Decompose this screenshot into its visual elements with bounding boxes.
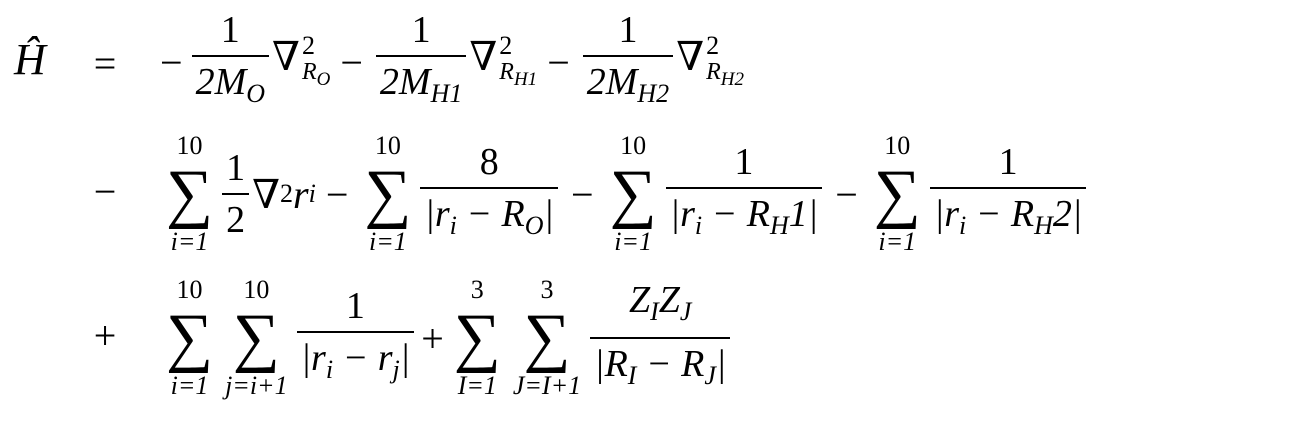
nucleus-nucleus-fraction: $\frac{Z_IZ_J}{|R_I - R_J|}$ [590,277,730,399]
summation: 10 ∑ i=1 [364,131,412,256]
summation: 10 ∑ i=1 [166,131,214,256]
kinetic-fraction-H1: $\frac{1}{2M_{H1}}$ [376,7,466,117]
plus-sign: + [421,315,444,361]
leading-minus: − [160,39,183,85]
row-2-expression [160,124,1089,264]
row-3-expression [160,268,733,408]
summation-outer-I: 3 ∑ I=1 [453,275,501,400]
minus-sign-leading: − [93,169,117,214]
electron-nucleus-O-fraction: $\frac{8}{|r_i - R_O|}$ [420,139,558,249]
kinetic-fraction-O: $\frac{1}{2M_O}$ [192,7,269,117]
laplacian-O: ∇ 2 $R_O$ [272,31,331,90]
minus-sign: − [835,171,858,217]
row-1-expression [160,0,744,124]
equals-sign: = [93,41,117,86]
electron-laplacian: ∇ 2 r i [252,171,316,217]
summation: 10 ∑ i=1 [609,131,657,256]
laplacian-H2: ∇ 2 $R_{H2}$ [676,31,745,90]
kinetic-fraction-H2: $\frac{1}{2M_{H2}}$ [583,7,673,117]
minus-sign: − [547,39,570,85]
summation-inner-J: 3 ∑ J=I+1 [512,275,582,400]
summation: 10 ∑ i=1 [873,131,921,256]
minus-sign: − [325,171,349,217]
hamiltonian-symbol: Ĥ [14,35,46,84]
plus-sign-leading: + [93,313,117,358]
half-fraction: $\frac{1}{2}$ [222,145,249,243]
electron-nucleus-H2-fraction: $\frac{1}{|r_i - R_H2|}$ [930,139,1087,249]
summation-outer-i: 10 ∑ i=1 [166,275,214,400]
electron-electron-fraction: $\frac{1}{|r_i - r_j|}$ [297,283,415,393]
minus-sign: − [571,171,594,217]
summation-inner-j: 10 ∑ j=i+1 [225,275,288,400]
minus-sign: − [340,39,363,85]
electron-nucleus-H1-fraction: $\frac{1}{|r_i - R_H1|}$ [666,139,823,249]
laplacian-H1: ∇ 2 $R_{H1}$ [469,31,538,90]
